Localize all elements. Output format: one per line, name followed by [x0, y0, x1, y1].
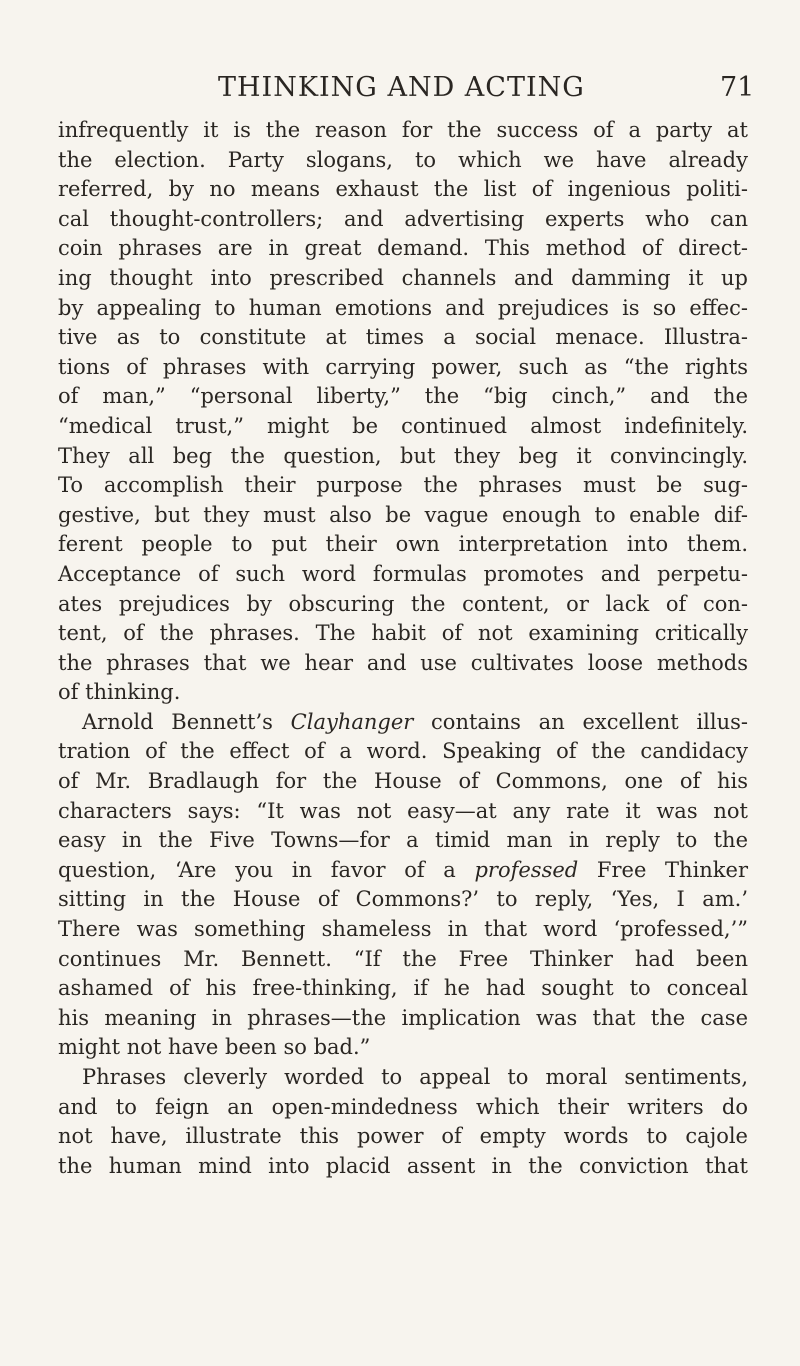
- text-segment: Free Thinker: [578, 857, 748, 882]
- text-line: Acceptance of such word formulas promotes and perpetu-: [58, 561, 748, 586]
- text-line: ferent people to put their own interpretation into them.: [58, 532, 748, 557]
- text-line: of Mr. Bradlaugh for the House of Commons, one of his: [58, 769, 748, 794]
- text-line: characters says: “It was not easy—at any rate it was not: [58, 798, 748, 823]
- italic-text: professed: [474, 857, 579, 882]
- text-line: [58, 708, 748, 738]
- text-line: ashamed of his free-thinking, if he had sought to conceal: [58, 976, 748, 1001]
- text-line: infrequently it is the reason for the success of a party at: [58, 118, 748, 142]
- text-segment: Arnold Bennett’s: [82, 709, 291, 734]
- text-line: gestive, but they must also be vague enough to enable dif-: [58, 502, 748, 527]
- running-header: [0, 72, 800, 112]
- text-line: sitting in the House of Commons?’ to reply, ‘Yes, I am.’: [58, 887, 748, 912]
- text-line: might not have been so bad.”: [58, 1035, 371, 1060]
- running-title: THINKING AND ACTING: [218, 72, 585, 103]
- text-line: Phrases cleverly worded to appeal to moral sentiments,: [82, 1065, 748, 1089]
- text-line: ates prejudices by obscuring the content, or lack of con-: [58, 591, 748, 616]
- text-line: “medical trust,” might be continued almost indefinitely.: [58, 413, 748, 438]
- text-line: coin phrases are in great demand. This method of direct-: [58, 236, 748, 261]
- text-segment: question, ‘Are you in favor of a: [58, 857, 475, 882]
- text-line: of thinking.: [58, 680, 181, 705]
- text-line: ing thought into prescribed channels and damming it up: [58, 265, 748, 290]
- text-line: To accomplish their purpose the phrases must be sug-: [58, 473, 748, 498]
- text-line: the human mind into placid assent in the conviction that: [58, 1153, 748, 1178]
- page-number: 71: [720, 72, 755, 103]
- text-line: the election. Party slogans, to which we have already: [58, 147, 748, 172]
- text-segment: contains an excellent illus-: [413, 709, 748, 734]
- text-line: tive as to constitute at times a social menace. Illustra-: [58, 325, 748, 350]
- text-line: not have, illustrate this power of empty words to cajole: [58, 1124, 748, 1149]
- text-line: They all beg the question, but they beg it convincingly.: [58, 443, 748, 468]
- text-line: his meaning in phrases—the implication was that the case: [58, 1005, 748, 1030]
- text-line: There was something shameless in that word ‘professed,’”: [58, 917, 748, 942]
- text-line: tent, of the phrases. The habit of not examining critically: [58, 621, 748, 646]
- text-line: tration of the effect of a word. Speaking of the candidacy: [58, 739, 748, 764]
- text-line: by appealing to human emotions and prejudices is so effec-: [58, 295, 748, 320]
- text-line: and to feign an open-mindedness which their writers do: [58, 1094, 748, 1119]
- text-line: [58, 856, 748, 886]
- text-line: of man,” “personal liberty,” the “big cinch,” and the: [58, 384, 748, 409]
- italic-text: Clayhanger: [290, 709, 414, 734]
- text-line: the phrases that we hear and use cultivates loose methods: [58, 650, 748, 675]
- text-line: easy in the Five Towns—for a timid man in reply to the: [58, 828, 748, 853]
- text-line: tions of phrases with carrying power, such as “the rights: [58, 354, 748, 379]
- text-line: continues Mr. Bennett. “If the Free Thinker had been: [58, 946, 748, 971]
- text-line: referred, by no means exhaust the list of ingenious politi-: [58, 177, 748, 202]
- body-text: [58, 116, 748, 1181]
- text-line: cal thought-controllers; and advertising experts who can: [58, 206, 748, 231]
